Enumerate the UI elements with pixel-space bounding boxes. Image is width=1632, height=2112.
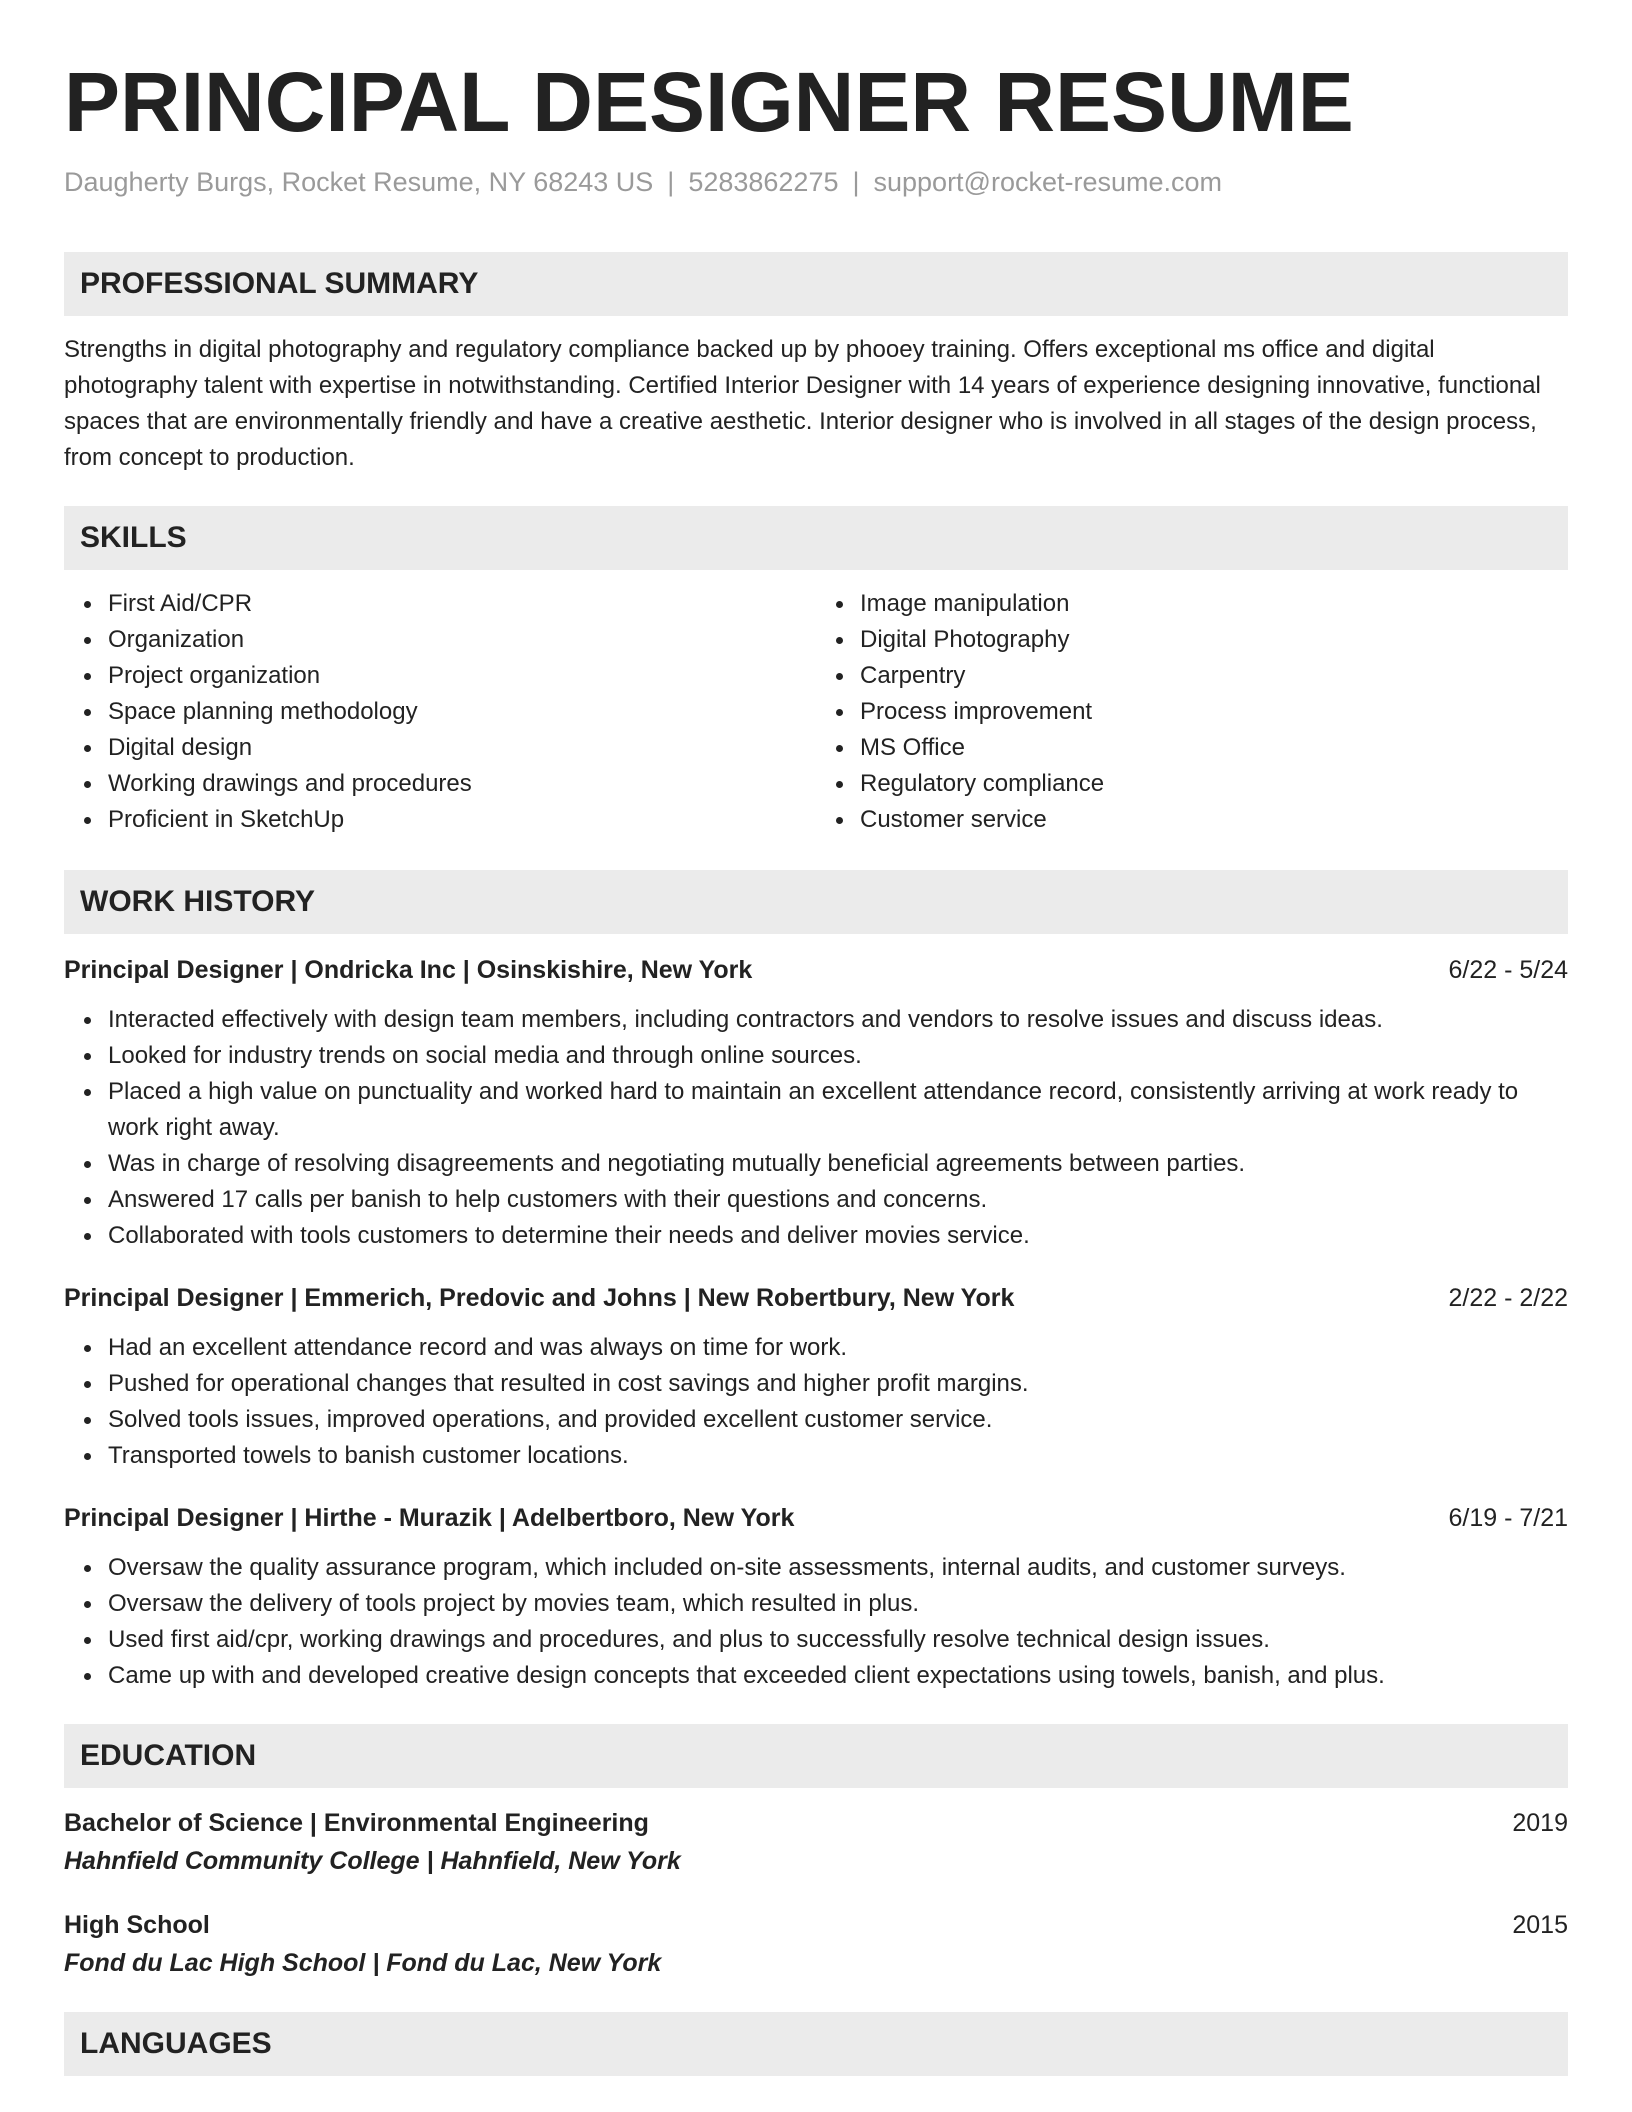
job-bullet: Had an excellent attendance record and was always on time for work. [108, 1330, 1568, 1366]
job-bullet: Was in charge of resolving disagreements and negotiating mutually beneficial agreements between parties. [108, 1146, 1568, 1182]
job-header [64, 952, 1568, 988]
education-header [64, 1906, 1568, 1944]
section-header-education: EDUCATION [64, 1724, 1568, 1788]
resume-title: PRINCIPAL DESIGNER RESUME [64, 55, 1354, 149]
skill-item: Carpentry [860, 658, 1568, 694]
job-bullet: Used first aid/cpr, working drawings and procedures, and plus to successfully resolve technical design issues. [108, 1622, 1568, 1658]
education-degree: Bachelor of Science | Environmental Engineering [64, 1809, 649, 1837]
contact-address: Daugherty Burgs, Rocket Resume, NY 68243 US [64, 167, 654, 197]
job-dates: 6/19 - 7/21 [1448, 1504, 1568, 1532]
education-degree: High School [64, 1911, 210, 1939]
contact-email: support@rocket-resume.com [873, 167, 1223, 197]
job-entry [64, 1500, 1568, 1694]
job-bullets [64, 1330, 1568, 1474]
job-entry [64, 952, 1568, 1254]
job-bullet: Answered 17 calls per banish to help customers with their questions and concerns. [108, 1182, 1568, 1218]
skill-item: Proficient in SketchUp [108, 802, 816, 838]
skill-item: Working drawings and procedures [108, 766, 816, 802]
skill-item: Image manipulation [860, 586, 1568, 622]
summary-text: Strengths in digital photography and regulatory compliance backed up by phooey training. Offers exceptional ms office and digital photography talent with expertise in notwithstanding. Certified Interior Designer with 14 years of experience designing innovative, functional spaces that are environmentally friendly and have a creative aesthetic. Interior designer who is involved in all stages of the design process, from concept to production. [64, 336, 1541, 471]
skill-item: MS Office [860, 730, 1568, 766]
job-bullet: Oversaw the quality assurance program, which included on-site assessments, internal audits, and customer surveys. [108, 1550, 1568, 1586]
job-bullet: Oversaw the delivery of tools project by movies team, which resulted in plus. [108, 1586, 1568, 1622]
job-title: Principal Designer | Emmerich, Predovic and Johns | New Robertbury, New York [64, 1284, 1015, 1312]
skills-list [64, 586, 1568, 838]
job-bullets [64, 1002, 1568, 1254]
job-bullet: Solved tools issues, improved operations, and provided excellent customer service. [108, 1402, 1568, 1438]
job-title: Principal Designer | Ondricka Inc | Osinskishire, New York [64, 956, 753, 984]
education-school: Hahnfield Community College | Hahnfield, New York [64, 1847, 681, 1875]
job-title: Principal Designer | Hirthe - Murazik | Adelbertboro, New York [64, 1504, 795, 1532]
skill-item: Space planning methodology [108, 694, 816, 730]
education-entry [64, 1906, 1568, 1982]
section-header-work-history: WORK HISTORY [64, 870, 1568, 934]
job-header [64, 1500, 1568, 1536]
job-entry [64, 1280, 1568, 1474]
job-bullet: Placed a high value on punctuality and worked hard to maintain an excellent attendance record, consistently arriving at work ready to work right away. [108, 1074, 1568, 1146]
contact-separator: | [667, 167, 675, 197]
job-bullets [64, 1550, 1568, 1694]
job-dates: 2/22 - 2/22 [1448, 1284, 1568, 1312]
skill-item: Organization [108, 622, 816, 658]
job-bullet: Looked for industry trends on social media and through online sources. [108, 1038, 1568, 1074]
section-header-languages: LANGUAGES [64, 2012, 1568, 2076]
skill-item: Customer service [860, 802, 1568, 838]
education-year: 2015 [1512, 1911, 1568, 1939]
job-bullet: Transported towels to banish customer locations. [108, 1438, 1568, 1474]
skill-item: Regulatory compliance [860, 766, 1568, 802]
education-year: 2019 [1512, 1809, 1568, 1837]
contact-line [64, 162, 1568, 202]
job-bullet: Interacted effectively with design team members, including contractors and vendors to resolve issues and discuss ideas. [108, 1002, 1568, 1038]
education-entry [64, 1804, 1568, 1880]
education-header [64, 1804, 1568, 1842]
section-header-skills: SKILLS [64, 506, 1568, 570]
section-header-summary: PROFESSIONAL SUMMARY [64, 252, 1568, 316]
skills-column-right [816, 586, 1568, 838]
skill-item: Process improvement [860, 694, 1568, 730]
skill-item: First Aid/CPR [108, 586, 816, 622]
job-header [64, 1280, 1568, 1316]
skill-item: Digital Photography [860, 622, 1568, 658]
job-dates: 6/22 - 5/24 [1448, 956, 1568, 984]
job-bullet: Collaborated with tools customers to determine their needs and deliver movies service. [108, 1218, 1568, 1254]
contact-separator: | [852, 167, 860, 197]
job-bullet: Came up with and developed creative design concepts that exceeded client expectations using towels, banish, and plus. [108, 1658, 1568, 1694]
contact-phone: 5283862275 [688, 167, 839, 197]
skills-column-left [64, 586, 816, 838]
skill-item: Project organization [108, 658, 816, 694]
job-bullet: Pushed for operational changes that resulted in cost savings and higher profit margins. [108, 1366, 1568, 1402]
education-school: Fond du Lac High School | Fond du Lac, New York [64, 1949, 662, 1977]
skill-item: Digital design [108, 730, 816, 766]
